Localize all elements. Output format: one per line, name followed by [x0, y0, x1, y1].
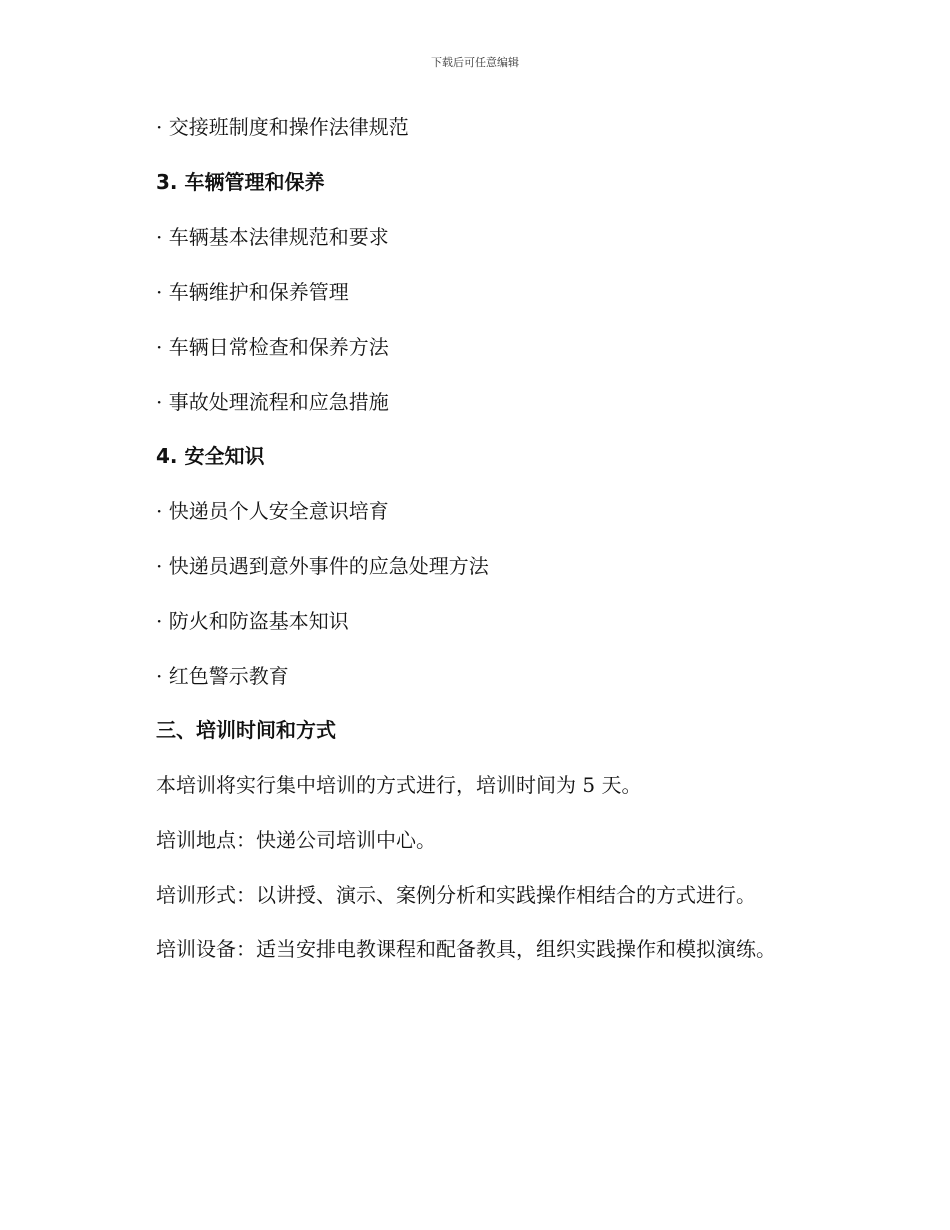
bullet-item: · 车辆基本法律规范和要求 [156, 225, 389, 249]
bullet-item: · 事故处理流程和应急措施 [156, 390, 389, 414]
section-heading: 三、培训时间和方式 [156, 718, 336, 742]
paragraph: 本培训将实行集中培训的方式进行，培训时间为 5 天。 [156, 773, 642, 797]
bullet-item: · 快递员遇到意外事件的应急处理方法 [156, 554, 489, 578]
bullet-item: · 快递员个人安全意识培育 [156, 499, 389, 523]
bullet-item: · 红色警示教育 [156, 664, 289, 688]
bullet-item: · 交接班制度和操作法律规范 [156, 115, 409, 139]
bullet-item: · 防火和防盗基本知识 [156, 609, 349, 633]
paragraph: 培训地点：快递公司培训中心。 [156, 828, 436, 852]
section-heading: 3. 车辆管理和保养 [156, 170, 325, 194]
bullet-item: · 车辆日常检查和保养方法 [156, 335, 389, 359]
paragraph: 培训形式：以讲授、演示、案例分析和实践操作相结合的方式进行。 [156, 883, 756, 907]
bullet-item: · 车辆维护和保养管理 [156, 280, 349, 304]
section-heading: 4. 安全知识 [156, 444, 265, 468]
header-note: 下载后可任意编辑 [431, 56, 519, 69]
paragraph: 培训设备：适当安排电教课程和配备教具，组织实践操作和模拟演练。 [156, 937, 776, 961]
